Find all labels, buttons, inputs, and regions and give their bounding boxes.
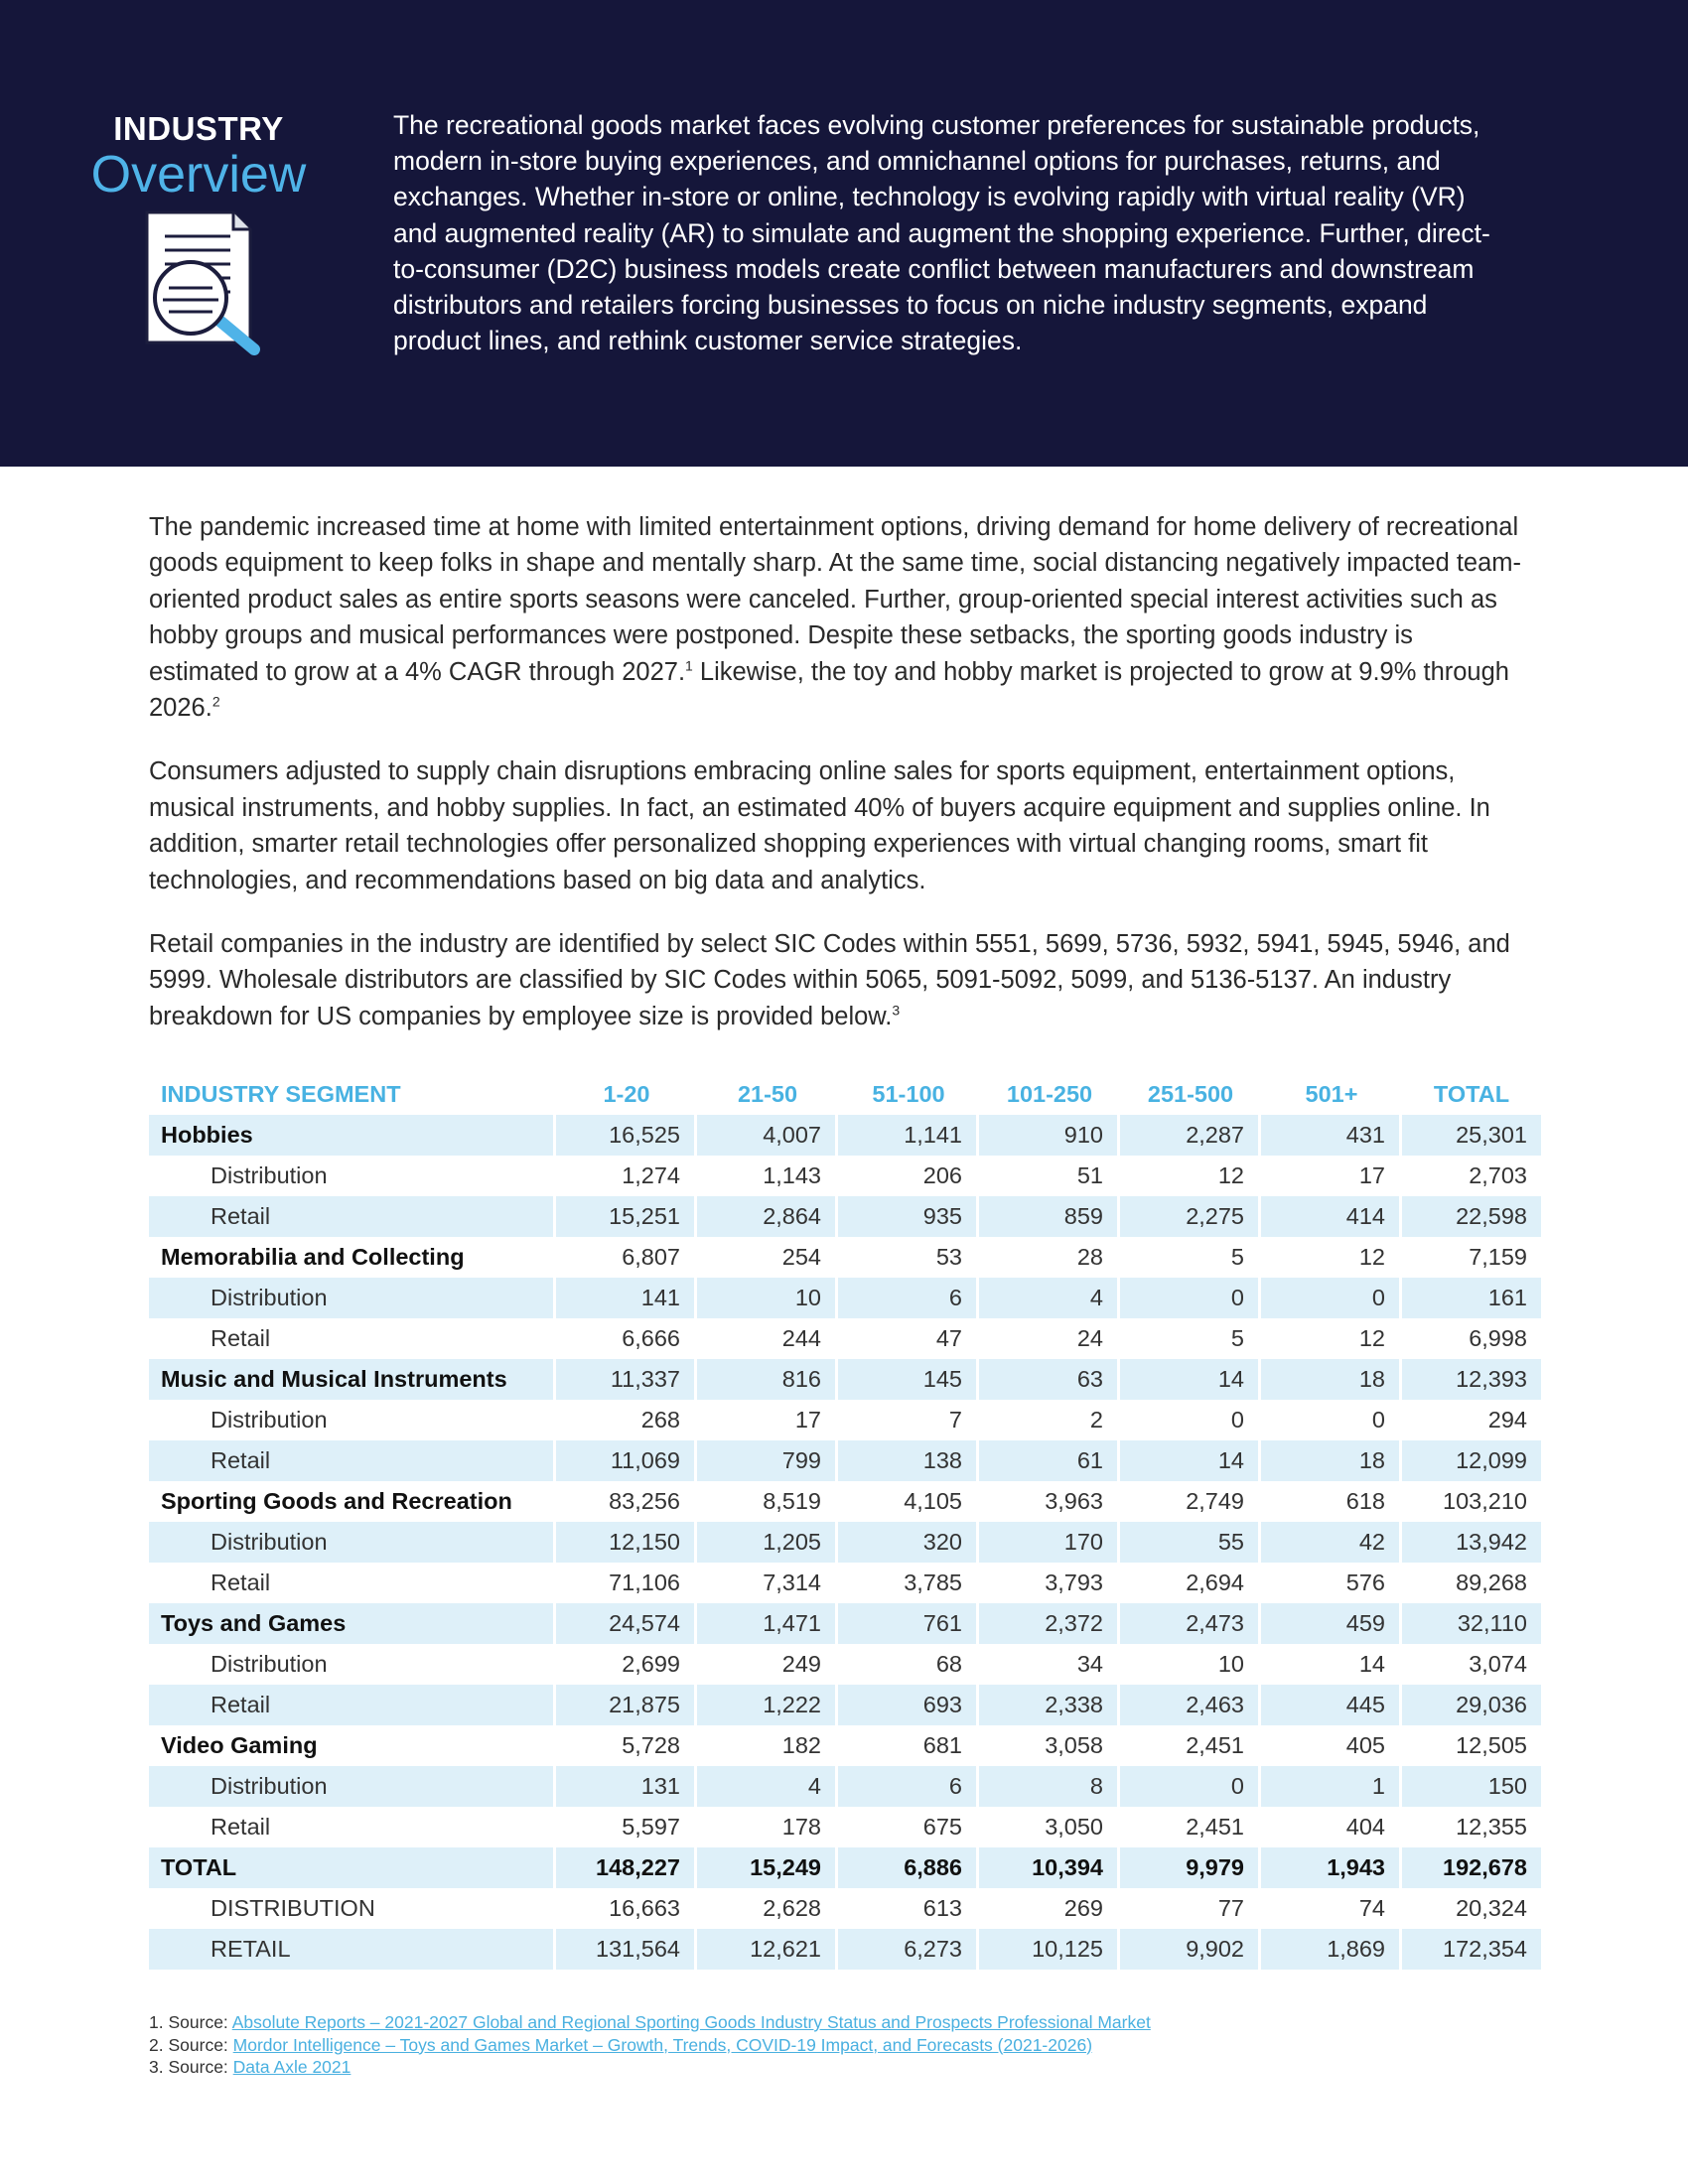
footnotes <box>149 2011 1151 2079</box>
row-label: Toys and Games <box>149 1603 556 1644</box>
table-cell: 53 <box>838 1237 979 1278</box>
table-row <box>149 1522 1541 1563</box>
table-cell: 2,372 <box>979 1603 1120 1644</box>
table-cell: 445 <box>1261 1685 1402 1725</box>
table-cell: 9,979 <box>1120 1847 1261 1888</box>
table-row <box>149 1888 1541 1929</box>
table-row <box>149 1115 1541 1156</box>
table-row <box>149 1725 1541 1766</box>
table-cell: 761 <box>838 1603 979 1644</box>
table-row <box>149 1440 1541 1481</box>
table-cell: 0 <box>1261 1278 1402 1318</box>
table-cell: 5,728 <box>556 1725 697 1766</box>
table-cell: 4 <box>697 1766 838 1807</box>
table-cell: 17 <box>1261 1156 1402 1196</box>
row-label: DISTRIBUTION <box>149 1888 556 1929</box>
footnote-number: 3. <box>149 2057 164 2077</box>
table-cell: 2,451 <box>1120 1807 1261 1847</box>
table-cell: 2,473 <box>1120 1603 1261 1644</box>
row-label: Video Gaming <box>149 1725 556 1766</box>
table-cell: 4,007 <box>697 1115 838 1156</box>
table-cell: 20,324 <box>1456 1895 1527 1921</box>
table-row <box>149 1847 1541 1888</box>
table-cell: 83,256 <box>556 1481 697 1522</box>
footnote-ref-2: 2 <box>211 693 220 710</box>
table-cell: 12,621 <box>697 1929 838 1970</box>
table-cell: 294 <box>1487 1407 1527 1433</box>
row-label: Retail <box>149 1196 556 1237</box>
column-header: 501+ <box>1305 1081 1358 1107</box>
table-cell: 681 <box>838 1725 979 1766</box>
table-cell: 61 <box>979 1440 1120 1481</box>
table-cell: 431 <box>1261 1115 1402 1156</box>
footnote-2 <box>149 2034 1151 2057</box>
table-cell: 2,628 <box>697 1888 838 1929</box>
table-cell: 25,301 <box>1402 1115 1541 1156</box>
table-cell: 145 <box>838 1359 979 1400</box>
table-cell: 618 <box>1261 1481 1402 1522</box>
table-cell: 89,268 <box>1456 1570 1527 1595</box>
table-cell: 1,274 <box>556 1156 697 1196</box>
table-cell: 178 <box>697 1807 838 1847</box>
table-cell: 7 <box>838 1400 979 1440</box>
table-cell: 74 <box>1261 1888 1402 1929</box>
table-cell: 0 <box>1120 1400 1261 1440</box>
table-cell: 17 <box>697 1400 838 1440</box>
table-cell: 10 <box>1120 1644 1261 1685</box>
table-cell: 6,998 <box>1469 1325 1527 1351</box>
table-cell: 3,963 <box>979 1481 1120 1522</box>
column-header-segment: INDUSTRY SEGMENT <box>161 1081 401 1107</box>
table-cell: 1,222 <box>697 1685 838 1725</box>
table-cell: 15,249 <box>697 1847 838 1888</box>
row-label: Retail <box>149 1685 556 1725</box>
table-cell: 12,355 <box>1456 1814 1527 1840</box>
table-cell: 182 <box>697 1725 838 1766</box>
table-cell: 21,875 <box>556 1685 697 1725</box>
paragraph-pandemic: The pandemic increased time at home with limited entertainment options, driving demand for home delivery of recreational goods equipment to keep folks in shape and mentally sharp. At the same time, social distancing negatively impacted team-oriented product sales as entire sports seasons were canceled. Further, group-oriented special interest activities such as hobby groups and musical performances were postponed. Despite these setbacks, the sporting goods industry is estimated to grow at a 4% CAGR through 2027.$^1$ Likewise, the toy and hobby market is projected to grow at 9.9% through 2026.$^2$ <box>149 513 1522 723</box>
table-cell: 192,678 <box>1402 1847 1541 1888</box>
table-cell: 51 <box>979 1156 1120 1196</box>
table-cell: 34 <box>979 1644 1120 1685</box>
table-cell: 249 <box>697 1644 838 1685</box>
table-cell: 150 <box>1402 1766 1541 1807</box>
column-header: 251-500 <box>1147 1081 1234 1107</box>
table-cell: 12 <box>1261 1318 1402 1359</box>
table-cell: 55 <box>1120 1522 1261 1563</box>
table-cell: 47 <box>838 1318 979 1359</box>
table-cell: 2,864 <box>697 1196 838 1237</box>
table-cell: 12 <box>1261 1237 1402 1278</box>
table-cell: 6 <box>838 1278 979 1318</box>
table-cell: 170 <box>979 1522 1120 1563</box>
table-row <box>149 1563 1541 1603</box>
table-cell: 0 <box>1261 1400 1402 1440</box>
footnote-number: 2. <box>149 2034 164 2055</box>
paragraph-sic-codes: Retail companies in the industry are identified by select SIC Codes within 5551, 5699, 5736, 5932, 5941, 5945, 5946, and 5999. Wholesale distributors are classified by SIC Codes within 5065, 5091-5092, 5099, and 5136-5137. An industry breakdown for US companies by employee size is provided below.$^3$ <box>149 930 1510 1030</box>
table-cell: 3,785 <box>838 1563 979 1603</box>
table-cell: 24 <box>979 1318 1120 1359</box>
table-cell: 2,703 <box>1469 1162 1527 1188</box>
table-cell: 2,699 <box>556 1644 697 1685</box>
row-label: Retail <box>149 1318 556 1359</box>
table-cell: 22,598 <box>1402 1196 1541 1237</box>
table-cell: 816 <box>697 1359 838 1400</box>
table-cell: 910 <box>979 1115 1120 1156</box>
table-cell: 404 <box>1261 1807 1402 1847</box>
table-row <box>149 1807 1541 1847</box>
table-cell: 2,287 <box>1120 1115 1261 1156</box>
table-cell: 18 <box>1261 1440 1402 1481</box>
table-cell: 131 <box>556 1766 697 1807</box>
table-cell: 269 <box>979 1888 1120 1929</box>
table-cell: 10,125 <box>979 1929 1120 1970</box>
table-row <box>149 1603 1541 1644</box>
table-cell: 859 <box>979 1196 1120 1237</box>
source-link[interactable]: Data Axle 2021 <box>232 2057 352 2077</box>
column-header: 101-250 <box>1006 1081 1093 1107</box>
table-cell: 459 <box>1261 1603 1402 1644</box>
table-cell: 693 <box>838 1685 979 1725</box>
footnote-prefix: Source: <box>168 2034 233 2055</box>
table-cell: 268 <box>556 1400 697 1440</box>
table-cell: 3,050 <box>979 1807 1120 1847</box>
table-cell: 6,666 <box>556 1318 697 1359</box>
table-cell: 4,105 <box>838 1481 979 1522</box>
industry-segment-table <box>149 1074 1541 1970</box>
section-title-bottom: Overview <box>90 146 307 204</box>
table-cell: 148,227 <box>556 1847 697 1888</box>
column-header: TOTAL <box>1433 1081 1510 1107</box>
column-header: 21-50 <box>737 1081 798 1107</box>
column-header: 51-100 <box>872 1081 945 1107</box>
table-cell: 6,886 <box>838 1847 979 1888</box>
table-cell: 42 <box>1261 1522 1402 1563</box>
table-row <box>149 1481 1541 1522</box>
table-cell: 14 <box>1120 1359 1261 1400</box>
row-label: Distribution <box>149 1766 556 1807</box>
table-cell: 138 <box>838 1440 979 1481</box>
table-cell: 14 <box>1120 1440 1261 1481</box>
table-cell: 3,793 <box>979 1563 1120 1603</box>
table-cell: 405 <box>1261 1725 1402 1766</box>
table-cell: 320 <box>838 1522 979 1563</box>
row-label: Retail <box>149 1440 556 1481</box>
table-cell: 7,314 <box>697 1563 838 1603</box>
footnote-prefix: Source: <box>168 2012 232 2032</box>
footnote-prefix: Source: <box>168 2057 233 2077</box>
row-label: TOTAL <box>149 1847 556 1888</box>
row-label: Distribution <box>149 1278 556 1318</box>
table-cell: 1,943 <box>1261 1847 1402 1888</box>
table-cell: 29,036 <box>1402 1685 1541 1725</box>
table-cell: 0 <box>1120 1278 1261 1318</box>
section-title <box>79 109 318 203</box>
table-cell: 172,354 <box>1402 1929 1541 1970</box>
table-cell: 8,519 <box>697 1481 838 1522</box>
table-cell: 799 <box>697 1440 838 1481</box>
table-cell: 6,807 <box>556 1237 697 1278</box>
table-row <box>149 1644 1541 1685</box>
table-cell: 1,869 <box>1261 1929 1402 1970</box>
table-body <box>149 1115 1541 1970</box>
row-label: Distribution <box>149 1522 556 1563</box>
table-cell: 14 <box>1261 1644 1402 1685</box>
footnote-1 <box>149 2011 1151 2034</box>
table-cell: 11,337 <box>556 1359 697 1400</box>
row-label: Memorabilia and Collecting <box>149 1237 556 1278</box>
table-cell: 28 <box>979 1237 1120 1278</box>
table-row <box>149 1278 1541 1318</box>
table-cell: 12,099 <box>1402 1440 1541 1481</box>
table-cell: 0 <box>1120 1766 1261 1807</box>
table-cell: 5,597 <box>556 1807 697 1847</box>
table-cell: 1,143 <box>697 1156 838 1196</box>
table-row <box>149 1237 1541 1278</box>
table-row <box>149 1400 1541 1440</box>
table-cell: 1,205 <box>697 1522 838 1563</box>
table-row <box>149 1766 1541 1807</box>
table-cell: 11,069 <box>556 1440 697 1481</box>
table-cell: 935 <box>838 1196 979 1237</box>
table-cell: 1,141 <box>838 1115 979 1156</box>
table-cell: 5 <box>1120 1318 1261 1359</box>
intro-paragraph: The recreational goods market faces evolving customer preferences for sustainable products, modern in-store buying experiences, and omnichannel options for purchases, returns, and exchanges. Whether in-store or online, technology is evolving rapidly with virtual reality (VR) and augmented reality (AR) to simulate and augment the shopping experience. Further, direct-to-consumer (D2C) business models create conflict between manufacturers and downstream distributors and retailers forcing businesses to focus on niche industry segments, expand product lines, and rethink customer service strategies. <box>393 110 1490 356</box>
table-row <box>149 1685 1541 1725</box>
table-cell: 675 <box>838 1807 979 1847</box>
table-cell: 71,106 <box>556 1563 697 1603</box>
table-cell: 414 <box>1261 1196 1402 1237</box>
table-row <box>149 1156 1541 1196</box>
row-label: Distribution <box>149 1156 556 1196</box>
table-cell: 2,275 <box>1120 1196 1261 1237</box>
row-label: Retail <box>149 1807 556 1847</box>
row-label: Distribution <box>149 1644 556 1685</box>
table-cell: 15,251 <box>556 1196 697 1237</box>
table-cell: 8 <box>979 1766 1120 1807</box>
table-header-row <box>149 1074 1541 1115</box>
table-cell: 2,749 <box>1120 1481 1261 1522</box>
table-cell: 12,505 <box>1456 1732 1527 1758</box>
table-cell: 4 <box>979 1278 1120 1318</box>
table-cell: 12 <box>1120 1156 1261 1196</box>
row-label: Retail <box>149 1563 556 1603</box>
table-cell: 68 <box>838 1644 979 1685</box>
table-cell: 131,564 <box>556 1929 697 1970</box>
table-cell: 2,451 <box>1120 1725 1261 1766</box>
table-cell: 161 <box>1402 1278 1541 1318</box>
table-cell: 2,694 <box>1120 1563 1261 1603</box>
table-cell: 24,574 <box>556 1603 697 1644</box>
row-label: Distribution <box>149 1400 556 1440</box>
source-link[interactable]: Absolute Reports – 2021-2027 Global and Regional Sporting Goods Industry Status and Prospects Professional Market <box>231 2012 1151 2032</box>
table-cell: 13,942 <box>1402 1522 1541 1563</box>
table-cell: 613 <box>838 1888 979 1929</box>
table-cell: 16,525 <box>556 1115 697 1156</box>
table-cell: 2,338 <box>979 1685 1120 1725</box>
header-banner <box>0 0 1688 467</box>
row-label: Music and Musical Instruments <box>149 1359 556 1400</box>
table-cell: 206 <box>838 1156 979 1196</box>
table-cell: 16,663 <box>556 1888 697 1929</box>
footnote-number: 1. <box>149 2012 164 2032</box>
row-label: Sporting Goods and Recreation <box>149 1481 556 1522</box>
section-title-top: INDUSTRY <box>113 110 284 147</box>
table-cell: 6 <box>838 1766 979 1807</box>
table-cell: 32,110 <box>1402 1603 1541 1644</box>
table-cell: 576 <box>1261 1563 1402 1603</box>
table-cell: 5 <box>1120 1237 1261 1278</box>
table-row <box>149 1196 1541 1237</box>
table-cell: 12,150 <box>556 1522 697 1563</box>
table-cell: 1 <box>1261 1766 1402 1807</box>
table-row <box>149 1929 1541 1970</box>
table-cell: 63 <box>979 1359 1120 1400</box>
table-cell: 3,058 <box>979 1725 1120 1766</box>
table-row <box>149 1318 1541 1359</box>
table-cell: 10,394 <box>979 1847 1120 1888</box>
table-cell: 2,463 <box>1120 1685 1261 1725</box>
footnote-ref-1: 1 <box>685 657 693 674</box>
table-cell: 141 <box>556 1278 697 1318</box>
body-text <box>149 509 1529 1062</box>
row-label: Hobbies <box>149 1115 556 1156</box>
table-cell: 103,210 <box>1443 1488 1527 1514</box>
table-cell: 1,471 <box>697 1603 838 1644</box>
document-magnifier-icon <box>139 208 268 357</box>
table-cell: 2 <box>979 1400 1120 1440</box>
paragraph-consumers: Consumers adjusted to supply chain disruptions embracing online sales for sports equipment, entertainment options, musical instruments, and hobby supplies. In fact, an estimated 40% of buyers acquire equipment and supplies online. In addition, smarter retail technologies offer personalized shopping experiences with virtual changing rooms, smart fit technologies, and recommendations based on big data and analytics. <box>149 757 1490 894</box>
footnote-3 <box>149 2056 1151 2079</box>
footnote-ref-3: 3 <box>892 1002 901 1019</box>
table-cell: 9,902 <box>1120 1929 1261 1970</box>
table-cell: 77 <box>1120 1888 1261 1929</box>
table-cell: 6,273 <box>838 1929 979 1970</box>
table-cell: 244 <box>697 1318 838 1359</box>
row-label: RETAIL <box>149 1929 556 1970</box>
table-cell: 12,393 <box>1402 1359 1541 1400</box>
table-cell: 18 <box>1261 1359 1402 1400</box>
column-header: 1-20 <box>603 1081 650 1107</box>
table-cell: 10 <box>697 1278 838 1318</box>
source-link[interactable]: Mordor Intelligence – Toys and Games Market – Growth, Trends, COVID-19 Impact, and Forecasts (2021-2026) <box>232 2034 1093 2055</box>
table-cell: 3,074 <box>1469 1651 1527 1677</box>
table-cell: 7,159 <box>1469 1244 1527 1270</box>
table-cell: 254 <box>697 1237 838 1278</box>
table-row <box>149 1359 1541 1400</box>
